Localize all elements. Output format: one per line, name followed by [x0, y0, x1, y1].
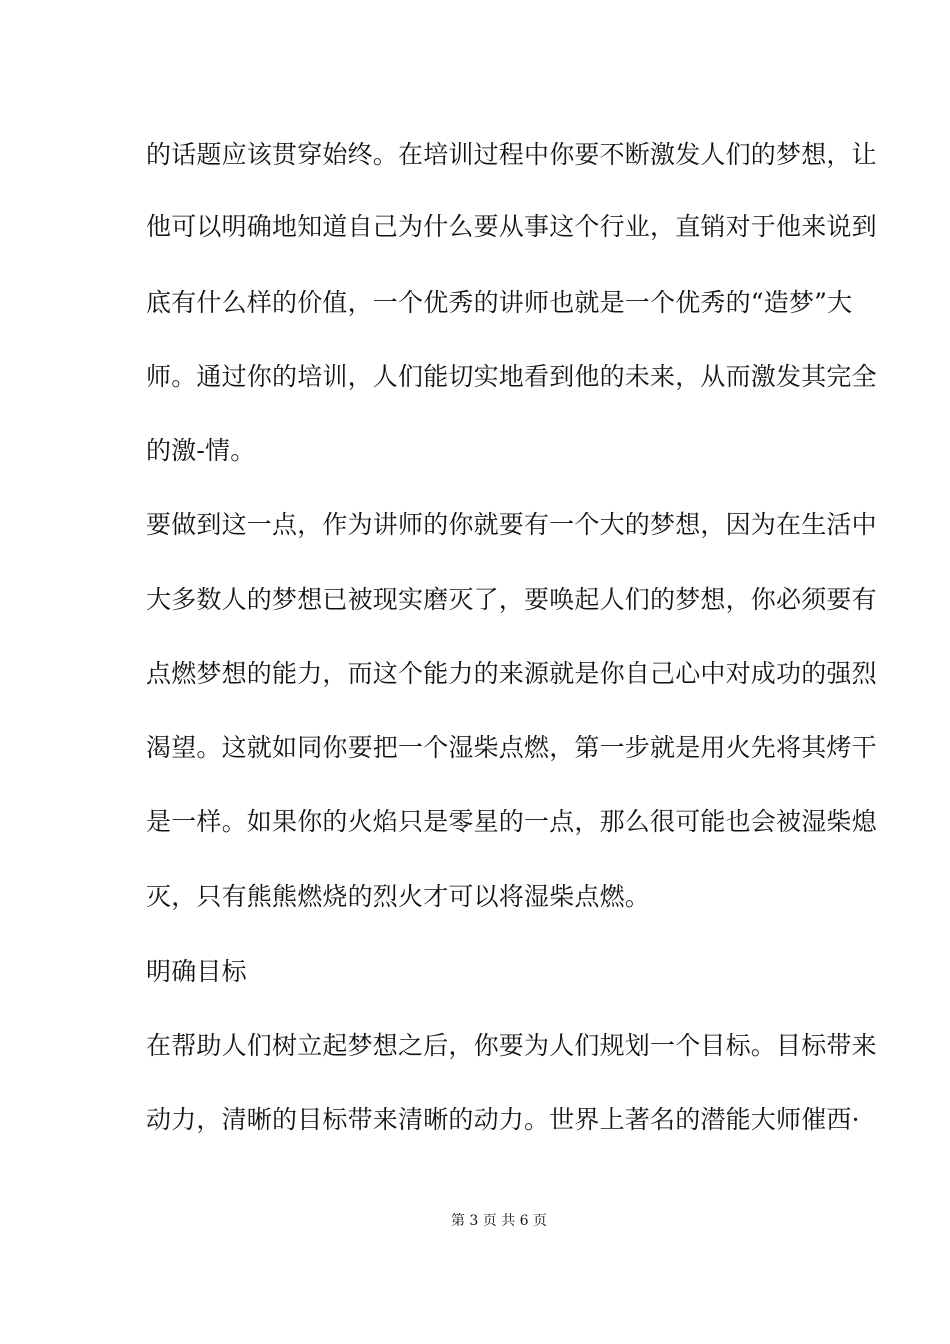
text-line-12: 在帮助人们树立起梦想之后，你要为人们规划一个目标。目标带来	[146, 1031, 877, 1060]
text-line-3: 底有什么样的价值，一个优秀的讲师也就是一个优秀的“造梦”大	[146, 288, 853, 317]
text-line-9: 渴望。这就如同你要把一个湿柴点燃，第一步就是用火先将其烤干	[146, 733, 877, 762]
page-number-footer: 第 3 页 共 6 页	[450, 1213, 548, 1229]
text-line-1: 的话题应该贯穿始终。在培训过程中你要不断激发人们的梦想，让	[146, 140, 877, 169]
text-line-13: 动力，清晰的目标带来清晰的动力。世界上著名的潜能大师催西·	[146, 1105, 860, 1134]
text-line-2: 他可以明确地知道自己为什么要从事这个行业，直销对于他来说到	[146, 212, 877, 241]
text-line-5: 的激-情。	[146, 436, 256, 465]
section-heading: 明确目标	[146, 957, 247, 986]
text-line-7: 大多数人的梦想已被现实磨灭了，要唤起人们的梦想，你必须要有	[146, 585, 877, 614]
text-line-11: 灭，只有熊熊燃烧的烈火才可以将湿柴点燃。	[146, 882, 651, 911]
text-line-10: 是一样。如果你的火焰只是零星的一点，那么很可能也会被湿柴熄	[146, 807, 877, 836]
text-line-8: 点燃梦想的能力，而这个能力的来源就是你自己心中对成功的强烈	[146, 659, 877, 688]
text-line-4: 师。通过你的培训，人们能切实地看到他的未来，从而激发其完全	[146, 362, 877, 391]
text-line-6: 要做到这一点，作为讲师的你就要有一个大的梦想，因为在生活中	[146, 510, 877, 539]
